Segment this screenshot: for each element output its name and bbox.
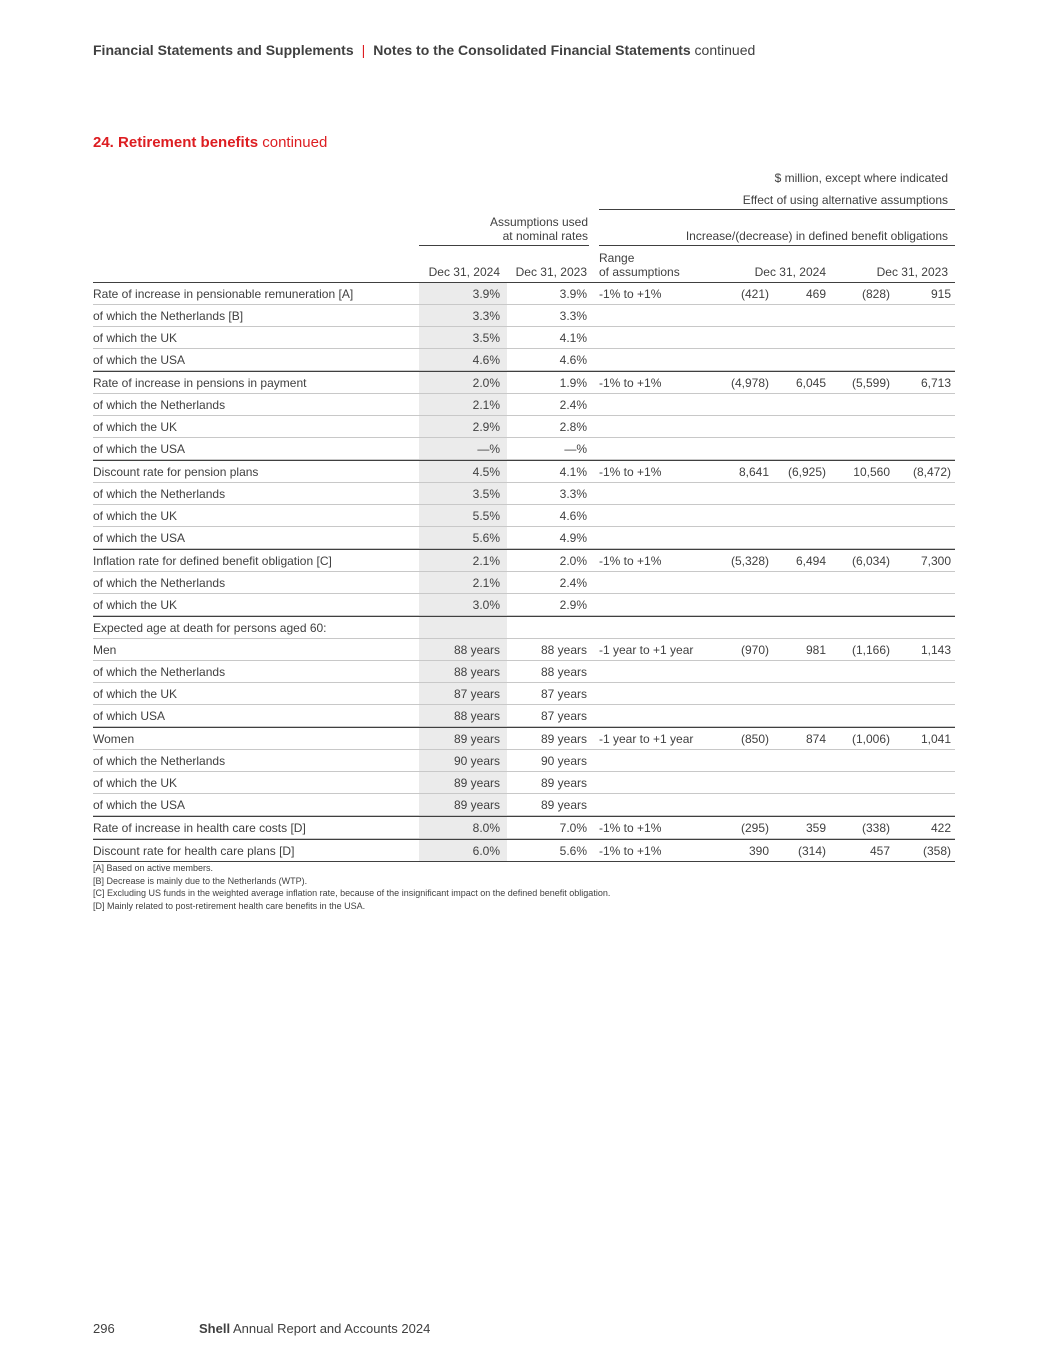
cell-dec2023: 4.1%: [559, 465, 587, 479]
cell-dec2024: [419, 305, 507, 326]
cell-dec2024: [419, 617, 507, 638]
row-label: of which the Netherlands [B]: [93, 309, 244, 323]
cell-effect-2024-decrease: 359: [805, 821, 826, 835]
cell-dec2024-value: 2.1%: [472, 398, 500, 412]
section-title-continued: continued: [262, 134, 328, 151]
cell-effect-2023-increase: (6,034): [851, 554, 890, 568]
row-label: of which the UK: [93, 509, 178, 523]
table-row: [93, 505, 955, 527]
col-range: [599, 251, 680, 279]
cell-dec2024: [419, 705, 507, 726]
cell-dec2024-value: 88 years: [453, 709, 500, 723]
cell-dec2024-value: 2.0%: [472, 376, 500, 390]
table-row: [93, 349, 955, 371]
table-row: [93, 616, 955, 639]
cell-dec2023: 87 years: [540, 687, 587, 701]
cell-effect-2023-decrease: 7,300: [920, 554, 951, 568]
cell-dec2023: 90 years: [540, 754, 587, 768]
col-effect-2023: Dec 31, 2023: [876, 265, 948, 279]
table-row: [93, 460, 955, 483]
cell-effect-2024-increase: (421): [740, 287, 769, 301]
row-label: of which the USA: [93, 442, 186, 456]
header-subsection: Notes to the Consolidated Financial Statements: [373, 42, 691, 58]
cell-dec2024: [419, 550, 507, 571]
cell-effect-2023-decrease: 1,143: [920, 643, 951, 657]
cell-dec2023: 89 years: [540, 798, 587, 812]
brand-name: Shell: [199, 1321, 231, 1336]
cell-dec2024: [419, 817, 507, 838]
cell-dec2023: 3.9%: [559, 287, 587, 301]
cell-effect-2023-increase: (338): [861, 821, 890, 835]
cell-effect-2024-decrease: 6,494: [795, 554, 826, 568]
cell-dec2023: 2.4%: [559, 398, 587, 412]
table-row: [93, 594, 955, 616]
cell-dec2024-value: 4.5%: [472, 465, 500, 479]
row-label: of which the Netherlands: [93, 665, 226, 679]
cell-effect-2023-increase: 10,560: [853, 465, 890, 479]
cell-range: -1% to +1%: [599, 287, 662, 301]
cell-range: -1% to +1%: [599, 376, 662, 390]
table-row: [93, 794, 955, 816]
row-label: of which the Netherlands: [93, 487, 226, 501]
cell-dec2024-value: 88 years: [453, 665, 500, 679]
page-header: [93, 42, 755, 58]
document-name: Annual Report and Accounts 2024: [232, 1321, 431, 1336]
table-row: [93, 327, 955, 349]
table-row: [93, 527, 955, 549]
table-row: [93, 416, 955, 438]
cell-effect-2023-increase: 457: [869, 844, 890, 858]
assumptions-divider: [419, 245, 589, 246]
cell-dec2023: 7.0%: [559, 821, 587, 835]
row-label: of which the UK: [93, 687, 178, 701]
cell-effect-2024-decrease: 469: [805, 287, 826, 301]
cell-dec2024-value: 3.0%: [472, 598, 500, 612]
cell-dec2024-value: 3.3%: [472, 309, 500, 323]
cell-dec2023: 3.3%: [559, 309, 587, 323]
footnote: [A] Based on active members.: [93, 863, 214, 873]
cell-effect-2023-increase: (828): [861, 287, 890, 301]
cell-dec2024: [419, 461, 507, 482]
header-continued: continued: [694, 42, 756, 58]
header-section: Financial Statements and Supplements: [93, 42, 354, 58]
cell-dec2024: [419, 283, 507, 304]
cell-dec2024: [419, 728, 507, 749]
cell-dec2024: [419, 683, 507, 704]
col-effect-2024: Dec 31, 2024: [754, 265, 826, 279]
col-range-line2: of assumptions: [599, 265, 680, 279]
cell-dec2023: 87 years: [540, 709, 587, 723]
row-label: of which the UK: [93, 776, 178, 790]
cell-dec2024: [419, 394, 507, 415]
cell-effect-2023-decrease: 1,041: [920, 732, 951, 746]
cell-dec2024-value: 5.5%: [472, 509, 500, 523]
cell-dec2024-value: 3.5%: [472, 331, 500, 345]
cell-range: -1 year to +1 year: [599, 732, 694, 746]
footnotes: [93, 862, 610, 912]
cell-dec2023: 4.1%: [559, 331, 587, 345]
cell-effect-2023-increase: (5,599): [851, 376, 890, 390]
cell-dec2024: [419, 750, 507, 771]
cell-dec2024-value: 90 years: [453, 754, 500, 768]
row-label: of which the Netherlands: [93, 576, 226, 590]
table-row: [93, 438, 955, 460]
row-label: Rate of increase in pensions in payment: [93, 376, 307, 390]
increase-header: Increase/(decrease) in defined benefit obligations: [685, 229, 948, 243]
table-row: [93, 661, 955, 683]
cell-dec2024-value: 3.9%: [472, 287, 500, 301]
cell-effect-2024-decrease: (6,925): [787, 465, 826, 479]
assumptions-header-line2: at nominal rates: [502, 229, 588, 243]
row-label: Men: [93, 643, 117, 657]
cell-dec2024: [419, 639, 507, 660]
cell-dec2024: [419, 840, 507, 861]
table-row: [93, 282, 955, 305]
cell-dec2024: [419, 794, 507, 815]
effect-divider: [599, 209, 955, 210]
cell-dec2024-value: 2.1%: [472, 554, 500, 568]
cell-dec2023: 3.3%: [559, 487, 587, 501]
cell-range: -1% to +1%: [599, 554, 662, 568]
footnote: [B] Decrease is mainly due to the Netherlands (WTP).: [93, 875, 308, 886]
cell-dec2024: [419, 327, 507, 348]
cell-dec2024: [419, 372, 507, 393]
table-row: [93, 305, 955, 327]
cell-effect-2024-increase: (850): [740, 732, 769, 746]
section-title: [93, 134, 327, 151]
cell-dec2023: 88 years: [540, 643, 587, 657]
cell-dec2024-value: 89 years: [453, 798, 500, 812]
row-label: Inflation rate for defined benefit obligation [C]: [93, 554, 332, 568]
cell-dec2023: 4.6%: [559, 509, 587, 523]
row-label: of which the USA: [93, 531, 186, 545]
cell-dec2024: [419, 505, 507, 526]
cell-dec2024: [419, 483, 507, 504]
table-row: [93, 705, 955, 727]
row-label: Expected age at death for persons aged 60:: [93, 621, 327, 635]
cell-range: -1% to +1%: [599, 465, 662, 479]
cell-effect-2023-decrease: 6,713: [920, 376, 951, 390]
cell-effect-2023-decrease: (358): [922, 844, 951, 858]
cell-effect-2024-increase: (295): [740, 821, 769, 835]
cell-dec2024-value: 6.0%: [472, 844, 500, 858]
table-row: [93, 683, 955, 705]
row-label: of which the Netherlands: [93, 754, 226, 768]
cell-dec2024-value: 2.9%: [472, 420, 500, 434]
cell-dec2024: [419, 416, 507, 437]
col-dec2024: Dec 31, 2024: [428, 265, 500, 279]
footer-brand: [199, 1321, 430, 1336]
cell-effect-2023-increase: (1,006): [851, 732, 890, 746]
cell-effect-2023-increase: (1,166): [851, 643, 890, 657]
cell-effect-2023-decrease: 422: [930, 821, 951, 835]
table-row: [93, 816, 955, 839]
row-label: of which the UK: [93, 420, 178, 434]
cell-effect-2024-decrease: 874: [805, 732, 826, 746]
row-label: of which the UK: [93, 598, 178, 612]
footnote: [D] Mainly related to post-retirement health care benefits in the USA.: [93, 900, 366, 911]
cell-dec2024-value: 2.1%: [472, 576, 500, 590]
cell-dec2024-value: 88 years: [453, 643, 500, 657]
cell-effect-2024-increase: 8,641: [738, 465, 769, 479]
cell-dec2024: [419, 438, 507, 459]
assumptions-header-line1: Assumptions used: [489, 215, 588, 229]
table-units: $ million, except where indicated: [774, 171, 948, 185]
cell-effect-2023-decrease: (8,472): [912, 465, 951, 479]
cell-dec2024-value: —%: [477, 442, 500, 456]
cell-effect-2024-decrease: 6,045: [795, 376, 826, 390]
cell-dec2024: [419, 594, 507, 615]
cell-dec2023: 89 years: [540, 776, 587, 790]
row-label: of which USA: [93, 709, 166, 723]
cell-dec2024: [419, 349, 507, 370]
table-row: [93, 772, 955, 794]
col-range-line1: Range: [599, 251, 635, 265]
cell-effect-2024-increase: (970): [740, 643, 769, 657]
cell-dec2024: [419, 527, 507, 548]
table-row: [93, 549, 955, 572]
cell-dec2023: 4.6%: [559, 353, 587, 367]
cell-range: -1 year to +1 year: [599, 643, 694, 657]
row-label: of which the Netherlands: [93, 398, 226, 412]
table-row: [93, 572, 955, 594]
assumptions-header: [490, 215, 588, 243]
cell-dec2023: 2.4%: [559, 576, 587, 590]
cell-dec2023: —%: [564, 442, 587, 456]
row-label: Discount rate for pension plans: [93, 465, 259, 479]
cell-dec2023: 88 years: [540, 665, 587, 679]
row-label: Rate of increase in pensionable remuneration [A]: [93, 287, 354, 301]
cell-dec2024: [419, 661, 507, 682]
page-footer: [93, 1321, 431, 1336]
increase-divider: [599, 245, 955, 246]
cell-effect-2024-decrease: 981: [805, 643, 826, 657]
cell-dec2024: [419, 772, 507, 793]
cell-dec2024-value: 87 years: [453, 687, 500, 701]
cell-dec2023: 5.6%: [559, 844, 587, 858]
row-label: of which the USA: [93, 353, 186, 367]
cell-dec2024: [419, 572, 507, 593]
cell-dec2023: 2.9%: [559, 598, 587, 612]
cell-dec2023: 4.9%: [559, 531, 587, 545]
cell-dec2023: 2.8%: [559, 420, 587, 434]
cell-dec2023: 1.9%: [559, 376, 587, 390]
cell-effect-2024-decrease: (314): [797, 844, 826, 858]
table-effect-header: Effect of using alternative assumptions: [742, 193, 948, 207]
table-body: [93, 282, 955, 862]
cell-dec2023: 89 years: [540, 732, 587, 746]
table-row: [93, 750, 955, 772]
cell-dec2024-value: 89 years: [453, 732, 500, 746]
cell-effect-2024-increase: 390: [748, 844, 769, 858]
cell-range: -1% to +1%: [599, 844, 662, 858]
col-dec2023: Dec 31, 2023: [515, 265, 587, 279]
row-label: of which the USA: [93, 798, 186, 812]
page-number: 296: [93, 1321, 115, 1336]
table-row: [93, 371, 955, 394]
row-label: Discount rate for health care plans [D]: [93, 844, 295, 858]
cell-effect-2024-increase: (5,328): [730, 554, 769, 568]
footnote: [C] Excluding US funds in the weighted average inflation rate, because of the insignificant impact on the defined benefit obligation.: [93, 888, 611, 898]
cell-dec2024-value: 89 years: [453, 776, 500, 790]
cell-effect-2024-increase: (4,978): [730, 376, 769, 390]
cell-dec2024-value: 3.5%: [472, 487, 500, 501]
table-row: [93, 394, 955, 416]
cell-dec2024-value: 4.6%: [472, 353, 500, 367]
cell-range: -1% to +1%: [599, 821, 662, 835]
cell-dec2024-value: 8.0%: [472, 821, 500, 835]
row-label: Rate of increase in health care costs [D]: [93, 821, 306, 835]
cell-dec2024-value: 5.6%: [472, 531, 500, 545]
header-separator: |: [361, 42, 366, 58]
table-row: [93, 483, 955, 505]
cell-dec2023: 2.0%: [559, 554, 587, 568]
cell-effect-2023-decrease: 915: [930, 287, 951, 301]
section-title-text: 24. Retirement benefits: [93, 134, 259, 151]
table-row: [93, 639, 955, 661]
table-row: [93, 727, 955, 750]
row-label: of which the UK: [93, 331, 178, 345]
row-label: Women: [93, 732, 135, 746]
table-row: [93, 839, 955, 862]
